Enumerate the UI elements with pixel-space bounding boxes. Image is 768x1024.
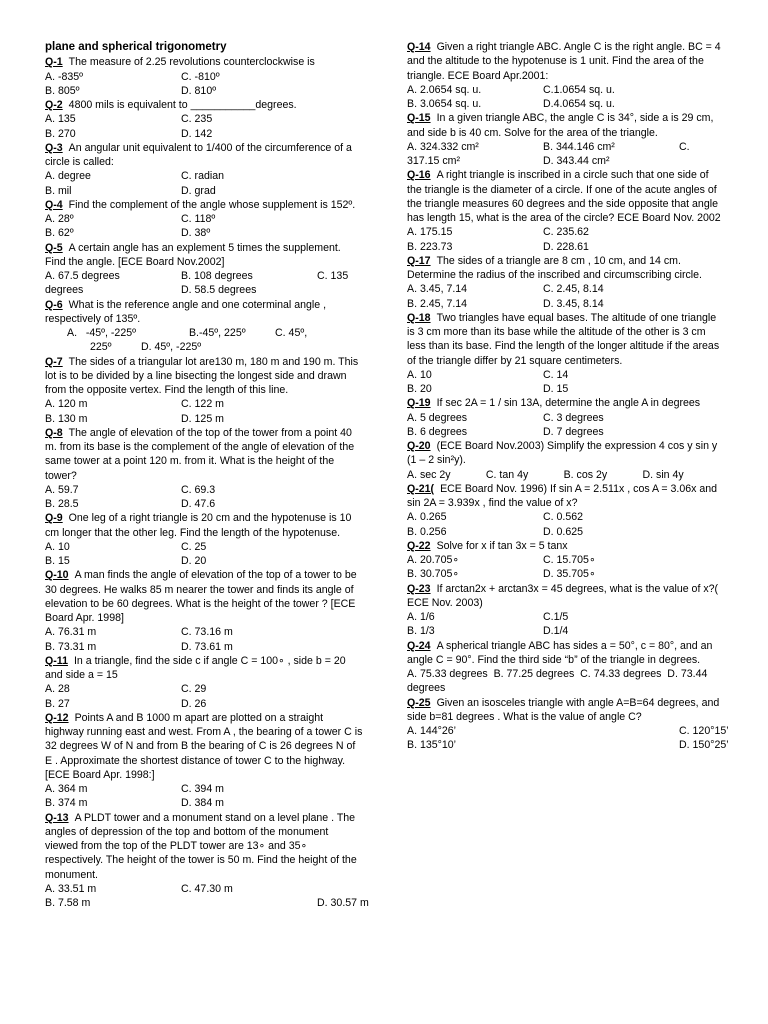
answer-option: A. 175.15 <box>407 226 453 239</box>
answer-option: C. <box>679 140 690 153</box>
question-block <box>45 511 363 568</box>
answer-options <box>45 397 363 426</box>
question-number: Q-14 <box>407 41 431 53</box>
answer-option: B. 7.58 m <box>45 897 91 909</box>
question-text-line <box>407 639 721 668</box>
answer-option: A. 33.51 m <box>45 882 97 895</box>
answer-spacer <box>317 112 363 126</box>
answer-option: C.1/5 <box>543 611 569 623</box>
question-block <box>407 439 721 482</box>
question-block <box>45 568 363 654</box>
answer-option: A. 144°26’ <box>407 725 457 737</box>
answer-spacer <box>317 212 363 226</box>
question-text: Two triangles have equal bases. The altitude of one triangle is 3 cm more than its base while the altitude of the other is 3 cm less than its base. Find the length of the longer altitude if the areas of the triangle differ by 21 square centimeters. <box>407 311 720 367</box>
answer-option: B. 62º <box>45 227 74 240</box>
answer-options <box>45 212 363 241</box>
question-text: If arctan2x + arctan3x = 45 degrees, what is the value of x?( ECE Nov. 2003) <box>407 582 719 609</box>
answer-option: B. 108 degrees <box>181 270 253 282</box>
question-block <box>45 98 363 141</box>
answer-option: A. 20.705∘ <box>407 554 459 566</box>
question-block <box>407 639 721 696</box>
answer-spacer <box>679 282 721 296</box>
question-text-line <box>45 55 363 69</box>
answer-options <box>45 70 363 99</box>
answer-option: C. 47.30 m <box>181 882 233 895</box>
answer-spacer <box>317 497 363 511</box>
answer-option: B. 270 <box>45 127 76 140</box>
question-block <box>407 40 721 111</box>
question-text-line <box>407 311 721 368</box>
answer-options <box>407 368 721 397</box>
question-text-line <box>407 482 721 511</box>
answer-option: A. 364 m <box>45 783 88 795</box>
question-number: Q-10 <box>45 569 69 582</box>
answer-option: C. 2.45, 8.14 <box>543 283 604 296</box>
answer-spacer <box>679 510 721 524</box>
question-number: Q-7 <box>45 355 63 368</box>
question-text: (ECE Board Nov.2003) Simplify the expression 4 cos y sin y (1 – 2 sin²y). <box>407 440 718 467</box>
question-number: Q-19 <box>407 397 431 410</box>
question-text-line <box>45 511 363 540</box>
question-number: Q-23 <box>407 582 431 595</box>
left-column <box>45 40 369 910</box>
question-block <box>407 311 721 397</box>
answer-spacer <box>317 540 363 554</box>
question-text-line <box>45 198 363 212</box>
question-number: Q-20 <box>407 440 431 452</box>
answer-spacer <box>317 226 363 240</box>
answer-spacer <box>317 554 363 568</box>
question-text-line <box>407 582 721 611</box>
question-block <box>407 696 729 753</box>
question-block <box>45 654 363 711</box>
answer-option: A. 120 m <box>45 398 88 411</box>
answer-option: 317.15 cm² <box>407 155 460 167</box>
answer-options <box>407 282 721 311</box>
answer-options <box>407 553 721 582</box>
question-number: Q-5 <box>45 241 63 254</box>
question-text: The angle of elevation of the top of the tower from a point 40 m. from its base is the complement of the angle of elevation of the same tower at a point 120 m. from it. What is the height of the tower? <box>45 426 355 482</box>
answer-options <box>45 112 363 141</box>
question-number: Q-21( <box>407 482 435 495</box>
answer-spacer <box>317 127 363 141</box>
answer-option: B. 27 <box>45 697 70 710</box>
question-text-line <box>45 98 363 112</box>
answer-option: A. 67.5 degrees <box>45 270 120 282</box>
answer-option: D. 384 m <box>181 797 224 810</box>
answer-option: B. 1/3 <box>407 625 435 638</box>
question-text: If sec 2A = 1 / sin 13A, determine the angle A in degrees <box>436 397 701 410</box>
question-text-line <box>407 696 721 725</box>
answer-options-line: 225º D. 45º, -225º <box>90 341 202 354</box>
question-text: In a triangle, find the side c if angle C = 100∘ , side b = 20 and side a = 15 <box>45 654 346 681</box>
answer-options <box>45 540 363 569</box>
answer-option: C. 14 <box>543 368 569 381</box>
answer-spacer <box>181 896 317 910</box>
answer-option: C. 394 m <box>181 783 224 795</box>
answer-options <box>45 269 363 298</box>
answer-option: D. 58.5 degrees <box>181 284 257 297</box>
answer-option: D. 47.6 <box>181 498 216 510</box>
question-text-line <box>45 241 363 270</box>
answer-option: C. 122 m <box>181 398 224 411</box>
question-block <box>45 711 363 811</box>
answer-option: C. 120°15’ <box>679 725 729 737</box>
answer-option: D. 7 degrees <box>543 425 604 438</box>
question-text: A certain angle has an explement 5 times the supplement. Find the angle. [ECE Board Nov.2002] <box>45 241 341 268</box>
question-block <box>45 298 363 355</box>
answer-option: A. 2.0654 sq. u. <box>407 83 482 96</box>
question-text: The sides of a triangular lot are130 m, 180 m and 190 m. This lot is to be divided by a line bisecting the longest side and drawn from the opposite vertex. Find the length of this line. <box>45 355 359 396</box>
answer-options <box>45 782 363 811</box>
question-block <box>407 482 721 539</box>
answer-option: B. 130 m <box>45 412 88 425</box>
answer-option: B. 2.45, 7.14 <box>407 297 468 310</box>
question-number: Q-15 <box>407 112 431 125</box>
answer-option: A. 76.31 m <box>45 626 97 639</box>
answer-option: B. 0.256 <box>407 525 447 538</box>
answer-option: C. 69.3 <box>181 483 216 496</box>
answer-options <box>407 610 721 639</box>
answer-option: B. 73.31 m <box>45 640 97 653</box>
answer-option: C. -810º <box>181 70 220 83</box>
question-block <box>45 811 369 911</box>
answer-spacer <box>679 154 721 168</box>
answer-option: C. 73.16 m <box>181 626 233 639</box>
question-block <box>407 396 721 439</box>
question-text: Given an isosceles triangle with angle A=B=64 degrees, and side b=81 degrees . What is the value of angle C? <box>407 696 720 723</box>
answer-spacer <box>543 738 679 752</box>
question-number: Q-22 <box>407 539 431 552</box>
document-title: plane and spherical trigonometry <box>45 41 227 53</box>
question-block <box>407 254 721 311</box>
answer-spacer <box>317 882 369 896</box>
question-text: Given a right triangle ABC. Angle C is the right angle. BC = 4 and the altitude to the hypotenuse is 1 unit. Find the area of the triangle. ECE Board Apr.2001: <box>407 41 721 82</box>
answer-options <box>407 510 721 539</box>
answer-options-line: A. sec 2y C. tan 4y B. cos 2y D. sin 4y <box>407 468 684 481</box>
answer-spacer <box>317 184 363 198</box>
answer-options <box>407 411 721 440</box>
answer-spacer <box>317 169 363 183</box>
question-text-line <box>407 111 721 140</box>
answer-option: D. 26 <box>181 697 207 710</box>
answer-option: D.1/4 <box>543 625 569 638</box>
answer-option: D. 810º <box>181 84 217 97</box>
answer-spacer <box>679 553 721 567</box>
answer-spacer <box>679 525 721 539</box>
question-number: Q-9 <box>45 512 63 525</box>
answer-option: A. 3.45, 7.14 <box>407 283 468 296</box>
question-block <box>407 582 721 639</box>
answer-option: C.1.0654 sq. u. <box>543 83 615 96</box>
answer-option: A. 59.7 <box>45 483 79 496</box>
answer-option: degrees <box>45 284 84 297</box>
question-block <box>45 241 363 298</box>
answer-spacer <box>679 225 721 239</box>
question-text: One leg of a right triangle is 20 cm and the hypotenuse is 10 cm longer that the other leg. Find the length of the hypotenuse. <box>45 512 352 539</box>
question-text-line <box>45 568 363 625</box>
answer-option: C. 118º <box>181 213 216 225</box>
answer-option: C. 235.62 <box>543 226 589 239</box>
question-block <box>45 55 363 98</box>
right-column <box>407 40 729 753</box>
answer-option: A. degree <box>45 170 91 183</box>
question-text: In a given triangle ABC, the angle C is 34°, side a is 29 cm, and side b is 40 cm. Solve for the area of the triangle. <box>407 112 714 139</box>
answer-option: D. 15 <box>543 383 569 395</box>
answer-spacer <box>317 84 363 98</box>
answer-options <box>45 483 363 512</box>
answer-option: B. 30.705∘ <box>407 568 459 581</box>
answer-spacer <box>317 782 363 796</box>
question-block <box>407 168 721 254</box>
answer-spacer <box>679 624 721 638</box>
answer-spacer <box>317 397 363 411</box>
answer-option: D. 228.61 <box>543 240 589 253</box>
answer-spacer <box>679 411 721 425</box>
answer-spacer <box>317 412 363 426</box>
answer-spacer <box>317 483 363 497</box>
answer-options-line: A. 75.33 degrees B. 77.25 degrees C. 74.33 degrees D. 73.44 <box>407 668 708 680</box>
answer-option: D.4.0654 sq. u. <box>543 98 615 110</box>
answer-spacer <box>679 382 721 396</box>
answer-spacer <box>317 796 363 810</box>
question-text-line <box>407 254 721 283</box>
question-text: Points A and B 1000 m apart are plotted on a straight highway running east and west. From A , the bearing of a tower C is 32 degrees W of N and from B the bearing of C is 26 degrees N of E . Approximate the shortest distance of tower C to the highway. [ECE Board Apr. 1998:] <box>45 711 363 781</box>
answer-option: C. 15.705∘ <box>543 554 596 566</box>
question-number: Q-12 <box>45 711 69 724</box>
question-text-line <box>45 811 363 882</box>
answer-options <box>407 140 721 169</box>
answer-option: C. 29 <box>181 683 207 696</box>
answer-option: B. 135°10’ <box>407 739 457 752</box>
answer-option: B. 805º <box>45 84 80 97</box>
answer-option: A. 28º <box>45 213 74 225</box>
answer-options <box>407 225 721 254</box>
question-text-line <box>45 426 363 483</box>
answer-option: D. grad <box>181 184 216 197</box>
question-text: A man finds the angle of elevation of the top of a tower to be 30 degrees. He walks 85 m nearer the tower and finds its angle of elevation to be 60 degrees. What is the height of the tower ? [ECE Board Apr. 1998] <box>45 569 357 624</box>
answer-option: B. 344.146 cm² <box>543 140 615 153</box>
answer-spacer <box>679 567 721 581</box>
answer-option: D. 38º <box>181 227 211 240</box>
question-number: Q-11 <box>45 654 68 667</box>
answer-option: D. 125 m <box>181 412 224 425</box>
answer-options-line: degrees <box>407 682 446 695</box>
answer-option: B. 3.0654 sq. u. <box>407 98 482 110</box>
answer-option: D. 3.45, 8.14 <box>543 297 604 310</box>
question-number: Q-4 <box>45 198 63 211</box>
question-text: The measure of 2.25 revolutions counterclockwise is <box>68 56 315 69</box>
answer-option: B. 28.5 <box>45 498 79 510</box>
question-text: A PLDT tower and a monument stand on a level plane . The angles of depression of the top and bottom of the monument viewed from the top of the PLDT tower are 13∘ and 35∘ respectively. The height of the tower is 50 m. Find the height of the monument. <box>45 811 357 881</box>
question-number: Q-1 <box>45 56 63 69</box>
answer-option: A. 5 degrees <box>407 411 468 424</box>
answer-option: C. 235 <box>181 113 213 126</box>
answer-option: B. 223.73 <box>407 240 453 253</box>
answer-spacer <box>679 297 721 311</box>
answer-option: D. 343.44 cm² <box>543 155 610 167</box>
answer-spacer <box>317 625 363 639</box>
answer-spacer <box>317 283 363 297</box>
question-text: A spherical triangle ABC has sides a = 50°, c = 80°, and an angle C = 90°. Find the third side “b” of the triangle in degrees. <box>407 639 713 666</box>
answer-option: B. 20 <box>407 383 432 395</box>
answer-spacer <box>679 240 721 254</box>
question-text-line <box>45 711 363 782</box>
question-number: Q-25 <box>407 696 431 709</box>
question-block <box>45 198 363 241</box>
answer-option: D. 30.57 m <box>317 897 369 909</box>
question-text-line <box>407 168 721 225</box>
question-block <box>407 539 721 582</box>
question-text: Find the complement of the angle whose supplement is 152º. <box>68 198 356 211</box>
answer-option: B. 6 degrees <box>407 425 468 438</box>
question-number: Q-16 <box>407 169 431 182</box>
answer-option: A. 135 <box>45 113 76 126</box>
question-number: Q-24 <box>407 639 431 652</box>
question-text: A right triangle is inscribed in a circle such that one side of the triangle is the diameter of a circle. If one of the acute angles of the triangle measures 60 degrees and the side opposite that angle has length 15, what is the area of the circle? ECE Board Nov. 2002 <box>407 169 721 224</box>
question-block <box>407 111 721 168</box>
answer-spacer <box>679 368 721 382</box>
answer-spacer <box>679 425 721 439</box>
answer-option: B. 374 m <box>45 797 88 810</box>
answer-option: A. 324.332 cm² <box>407 140 479 153</box>
answer-spacer <box>317 640 363 654</box>
question-text-line <box>407 40 721 83</box>
answer-spacer <box>679 610 721 624</box>
answer-option: C. 0.562 <box>543 511 584 524</box>
question-text: ECE Board Nov. 1996) If sin A = 2.511x , cos A = 3.06x and sin 2A = 3.939x , find the value of x? <box>407 482 718 509</box>
answer-spacer <box>317 697 363 711</box>
answer-option: D. 20 <box>181 555 207 567</box>
answer-option: D. 0.625 <box>543 525 584 538</box>
answer-option: C. 3 degrees <box>543 411 604 424</box>
question-text-line <box>45 355 363 398</box>
question-number: Q-8 <box>45 426 63 439</box>
question-block <box>45 141 363 198</box>
answer-option: A. 10 <box>407 368 432 381</box>
question-number: Q-18 <box>407 311 431 324</box>
answer-option: C. 25 <box>181 540 207 553</box>
answer-option: A. 28 <box>45 683 70 696</box>
question-block <box>45 355 363 426</box>
answer-spacer <box>679 83 721 97</box>
answer-options <box>45 682 363 711</box>
question-number: Q-3 <box>45 141 63 154</box>
question-text: An angular unit equivalent to 1/400 of the circumference of a circle is called: <box>45 141 352 168</box>
question-text-line <box>45 298 363 327</box>
answer-spacer <box>543 724 679 738</box>
question-text: Solve for x if tan 3x = 5 tanx <box>436 539 568 552</box>
answer-options <box>407 724 729 753</box>
answer-option: D. 73.61 m <box>181 640 233 653</box>
question-text: The sides of a triangle are 8 cm , 10 cm, and 14 cm. Determine the radius of the inscribed and circumscribing circle. <box>407 254 702 281</box>
question-number: Q-2 <box>45 99 63 111</box>
question-text-line <box>45 654 363 683</box>
answer-spacer <box>679 97 721 111</box>
question-text-line <box>407 539 721 553</box>
answer-options-line: A. -45º, -225º B.-45º, 225º C. 45º, <box>67 327 308 339</box>
answer-option: A. -835º <box>45 70 84 83</box>
question-number: Q-6 <box>45 298 63 311</box>
question-text-line <box>45 141 363 170</box>
answer-option: D. 142 <box>181 127 213 140</box>
answer-option: C. radian <box>181 170 224 183</box>
answer-options <box>45 625 363 654</box>
answer-option: B. mil <box>45 184 72 197</box>
question-block <box>45 426 363 512</box>
answer-option: A. 0.265 <box>407 511 447 524</box>
answer-spacer <box>317 70 363 84</box>
question-number: Q-17 <box>407 254 431 267</box>
question-text-line <box>407 396 721 410</box>
answer-options <box>407 83 721 112</box>
question-text: What is the reference angle and one coterminal angle , respectively of 135º. <box>45 298 327 325</box>
question-text-line <box>407 439 721 468</box>
answer-options <box>45 169 363 198</box>
answer-option: D. 150°25’ <box>679 739 729 752</box>
answer-option: A. 1/6 <box>407 611 435 623</box>
answer-spacer <box>317 682 363 696</box>
question-number: Q-13 <box>45 811 69 824</box>
question-text: 4800 mils is equivalent to ___________degrees. <box>68 99 297 111</box>
answer-option: B. 15 <box>45 555 70 567</box>
answer-option: A. 10 <box>45 540 70 553</box>
answer-option: D. 35.705∘ <box>543 568 596 581</box>
answer-option: C. 135 <box>317 270 349 282</box>
answer-options <box>45 882 369 911</box>
